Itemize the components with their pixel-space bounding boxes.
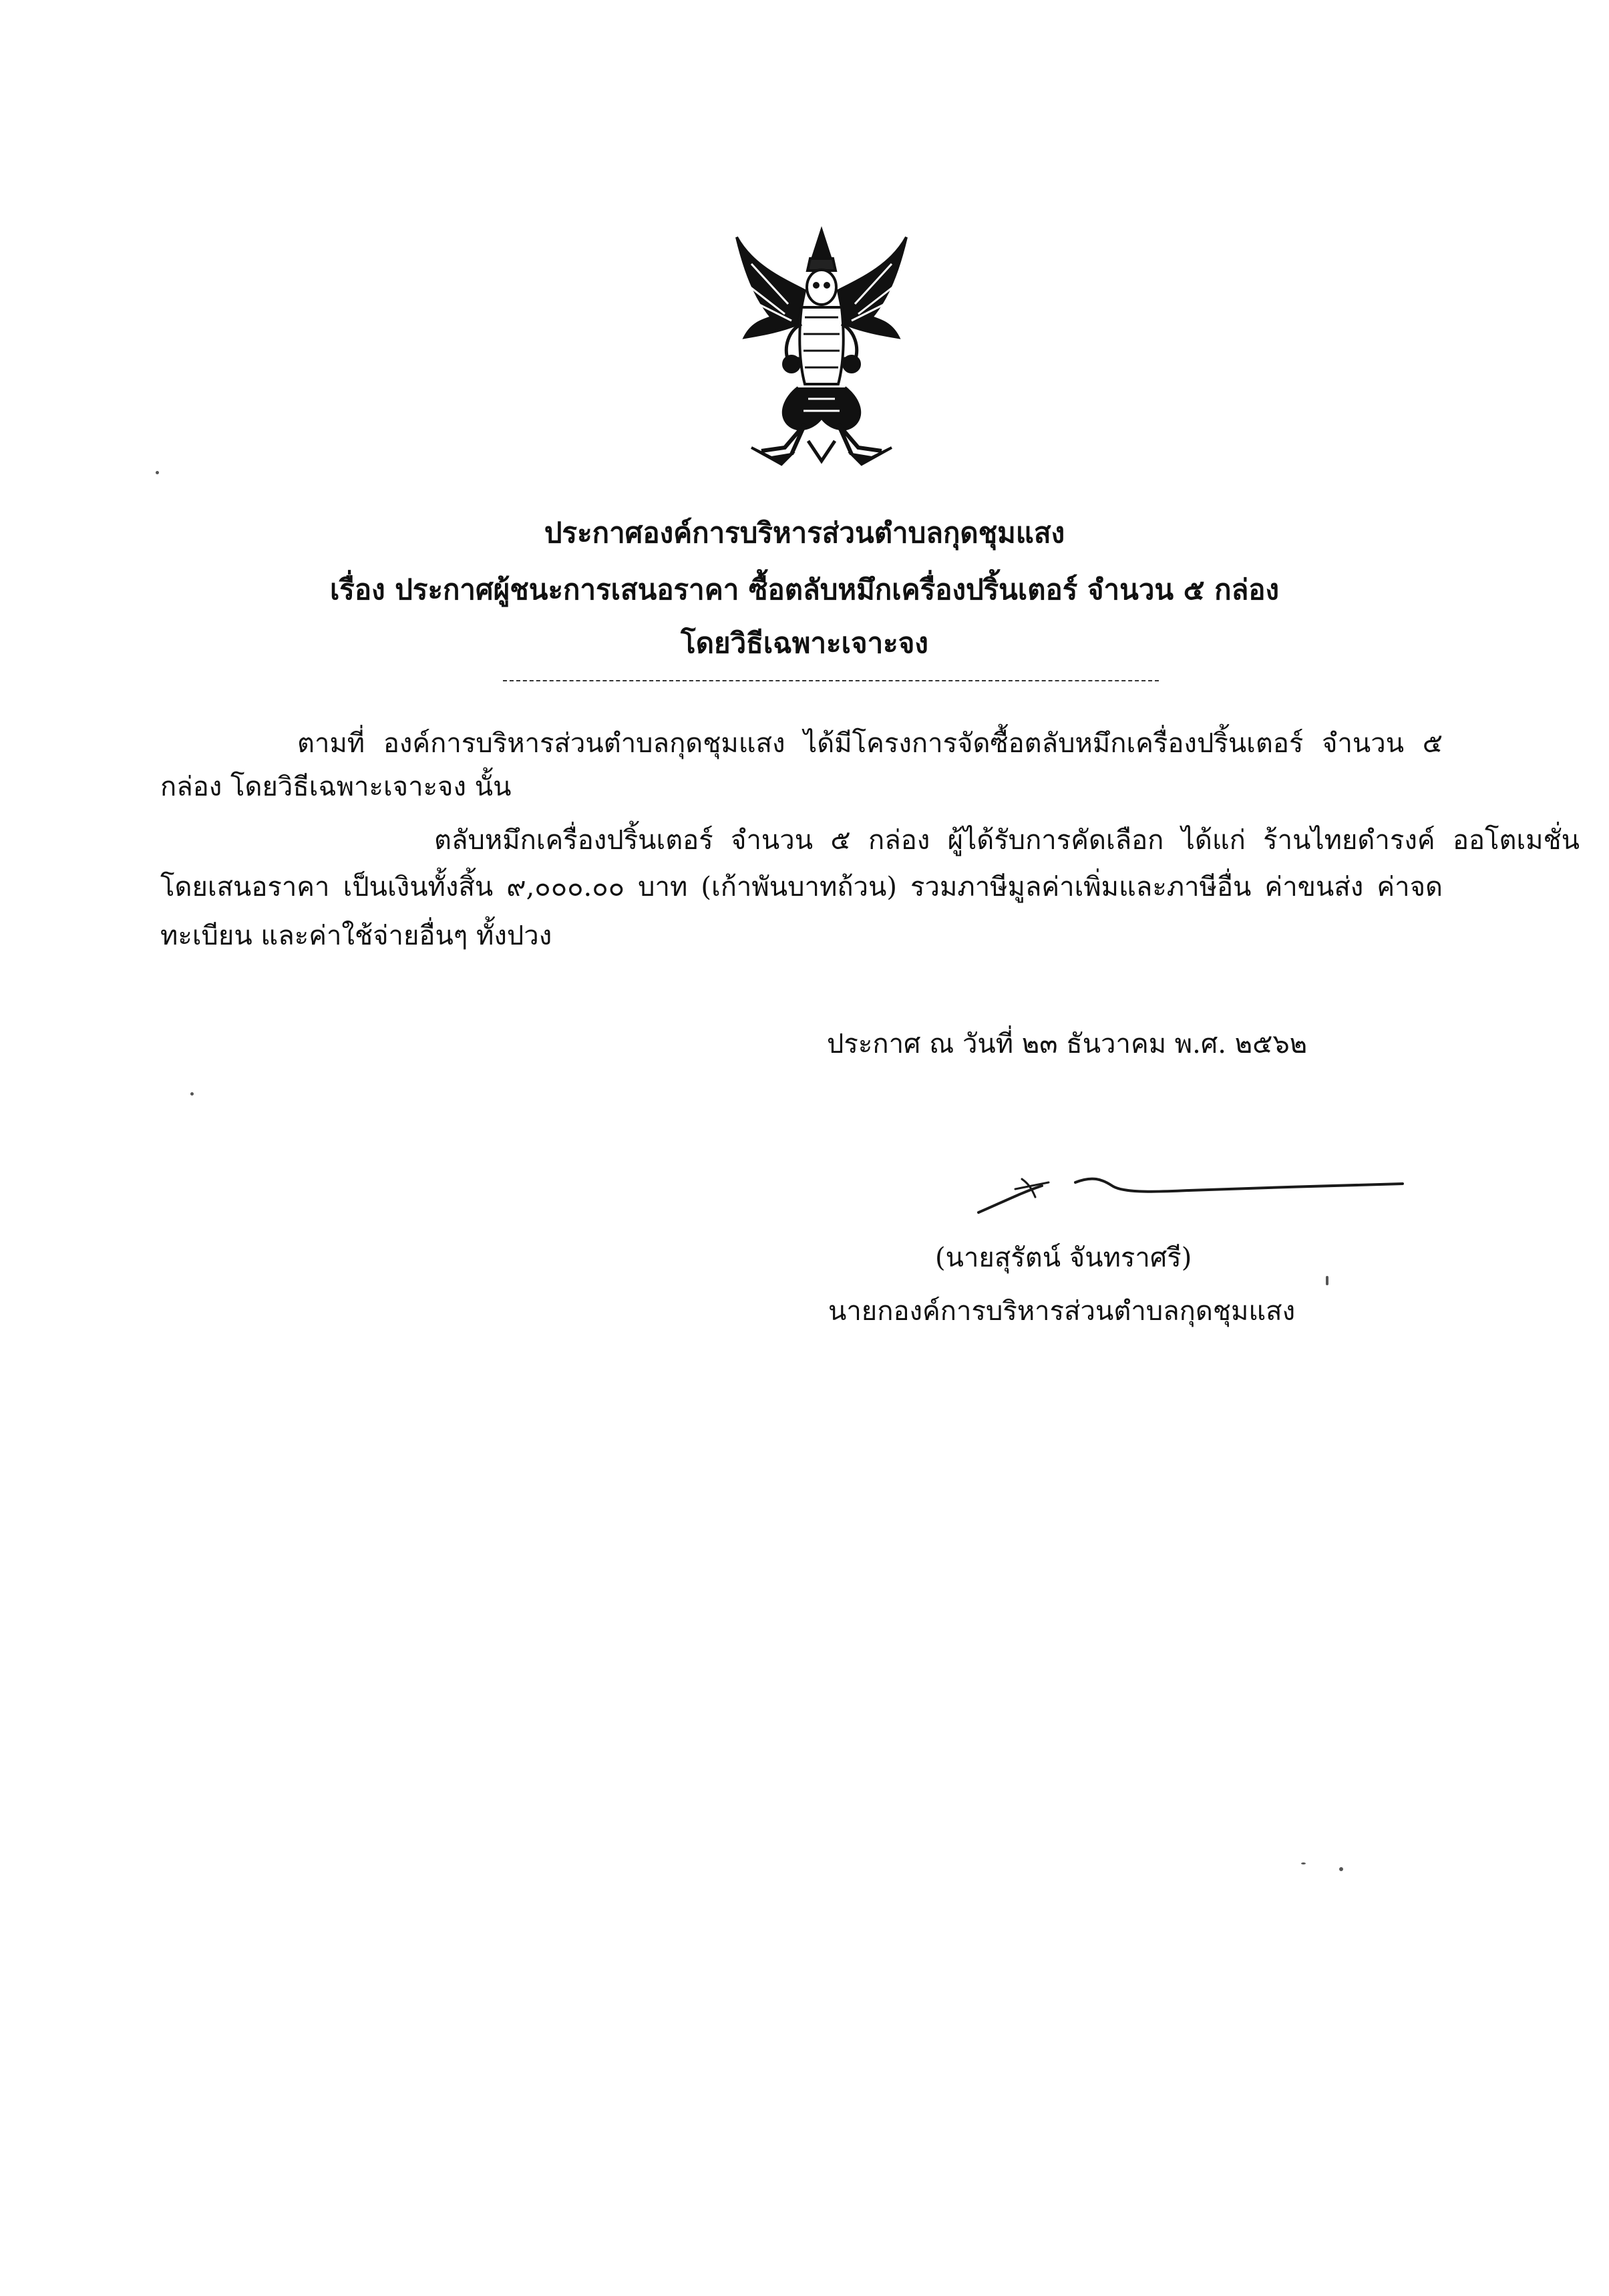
paragraph-1-line-2: กล่อง โดยวิธีเฉพาะเจาะจง นั้น xyxy=(160,772,512,802)
signatory-name: (นายสุรัตน์ จันทราศรี) xyxy=(935,1243,1192,1273)
scan-speck xyxy=(190,1092,194,1096)
signature xyxy=(975,1162,1429,1229)
garuda-emblem-icon xyxy=(725,224,918,471)
paragraph-1-line-1: ตามที่ องค์การบริหารส่วนตำบลกุดชุมแสง ได้มีโครงการจัดซื้อตลับหมึกเครื่องปริ้นเตอร์ จำนวน ๕ xyxy=(297,728,1443,759)
separator-line xyxy=(503,680,1159,681)
paragraph-2-line-3: ทะเบียน และค่าใช้จ่ายอื่นๆ ทั้งปวง xyxy=(160,921,552,951)
scan-speck xyxy=(1301,1862,1306,1864)
scan-speck xyxy=(1339,1867,1343,1871)
procurement-method: โดยวิธีเฉพาะเจาะจง xyxy=(681,627,928,659)
scan-speck xyxy=(1326,1276,1328,1285)
announcement-title: ประกาศองค์การบริหารส่วนตำบลกุดชุมแสง xyxy=(544,516,1065,549)
announcement-subject: เรื่อง ประกาศผู้ชนะการเสนอราคา ซื้อตลับหมึกเครื่องปริ้นเตอร์ จำนวน ๕ กล่อง xyxy=(329,573,1280,606)
paragraph-2-line-1: ตลับหมึกเครื่องปริ้นเตอร์ จำนวน ๕ กล่อง ผู้ได้รับการคัดเลือก ได้แก่ ร้านไทยดำรงค์ ออโตเมชั่น xyxy=(434,825,1580,856)
announcement-date: ประกาศ ณ วันที่ ๒๓ ธันวาคม พ.ศ. ๒๕๖๒ xyxy=(827,1029,1308,1059)
paragraph-2-line-2: โดยเสนอราคา เป็นเงินทั้งสิ้น ๙,๐๐๐.๐๐ บาท (เก้าพันบาทถ้วน) รวมภาษีมูลค่าเพิ่มและภาษีอื่น ค่าขนส่ง ค่าจด xyxy=(160,872,1443,903)
signatory-position: นายกองค์การบริหารส่วนตำบลกุดชุมแสง xyxy=(828,1296,1296,1327)
scan-speck xyxy=(156,471,159,474)
